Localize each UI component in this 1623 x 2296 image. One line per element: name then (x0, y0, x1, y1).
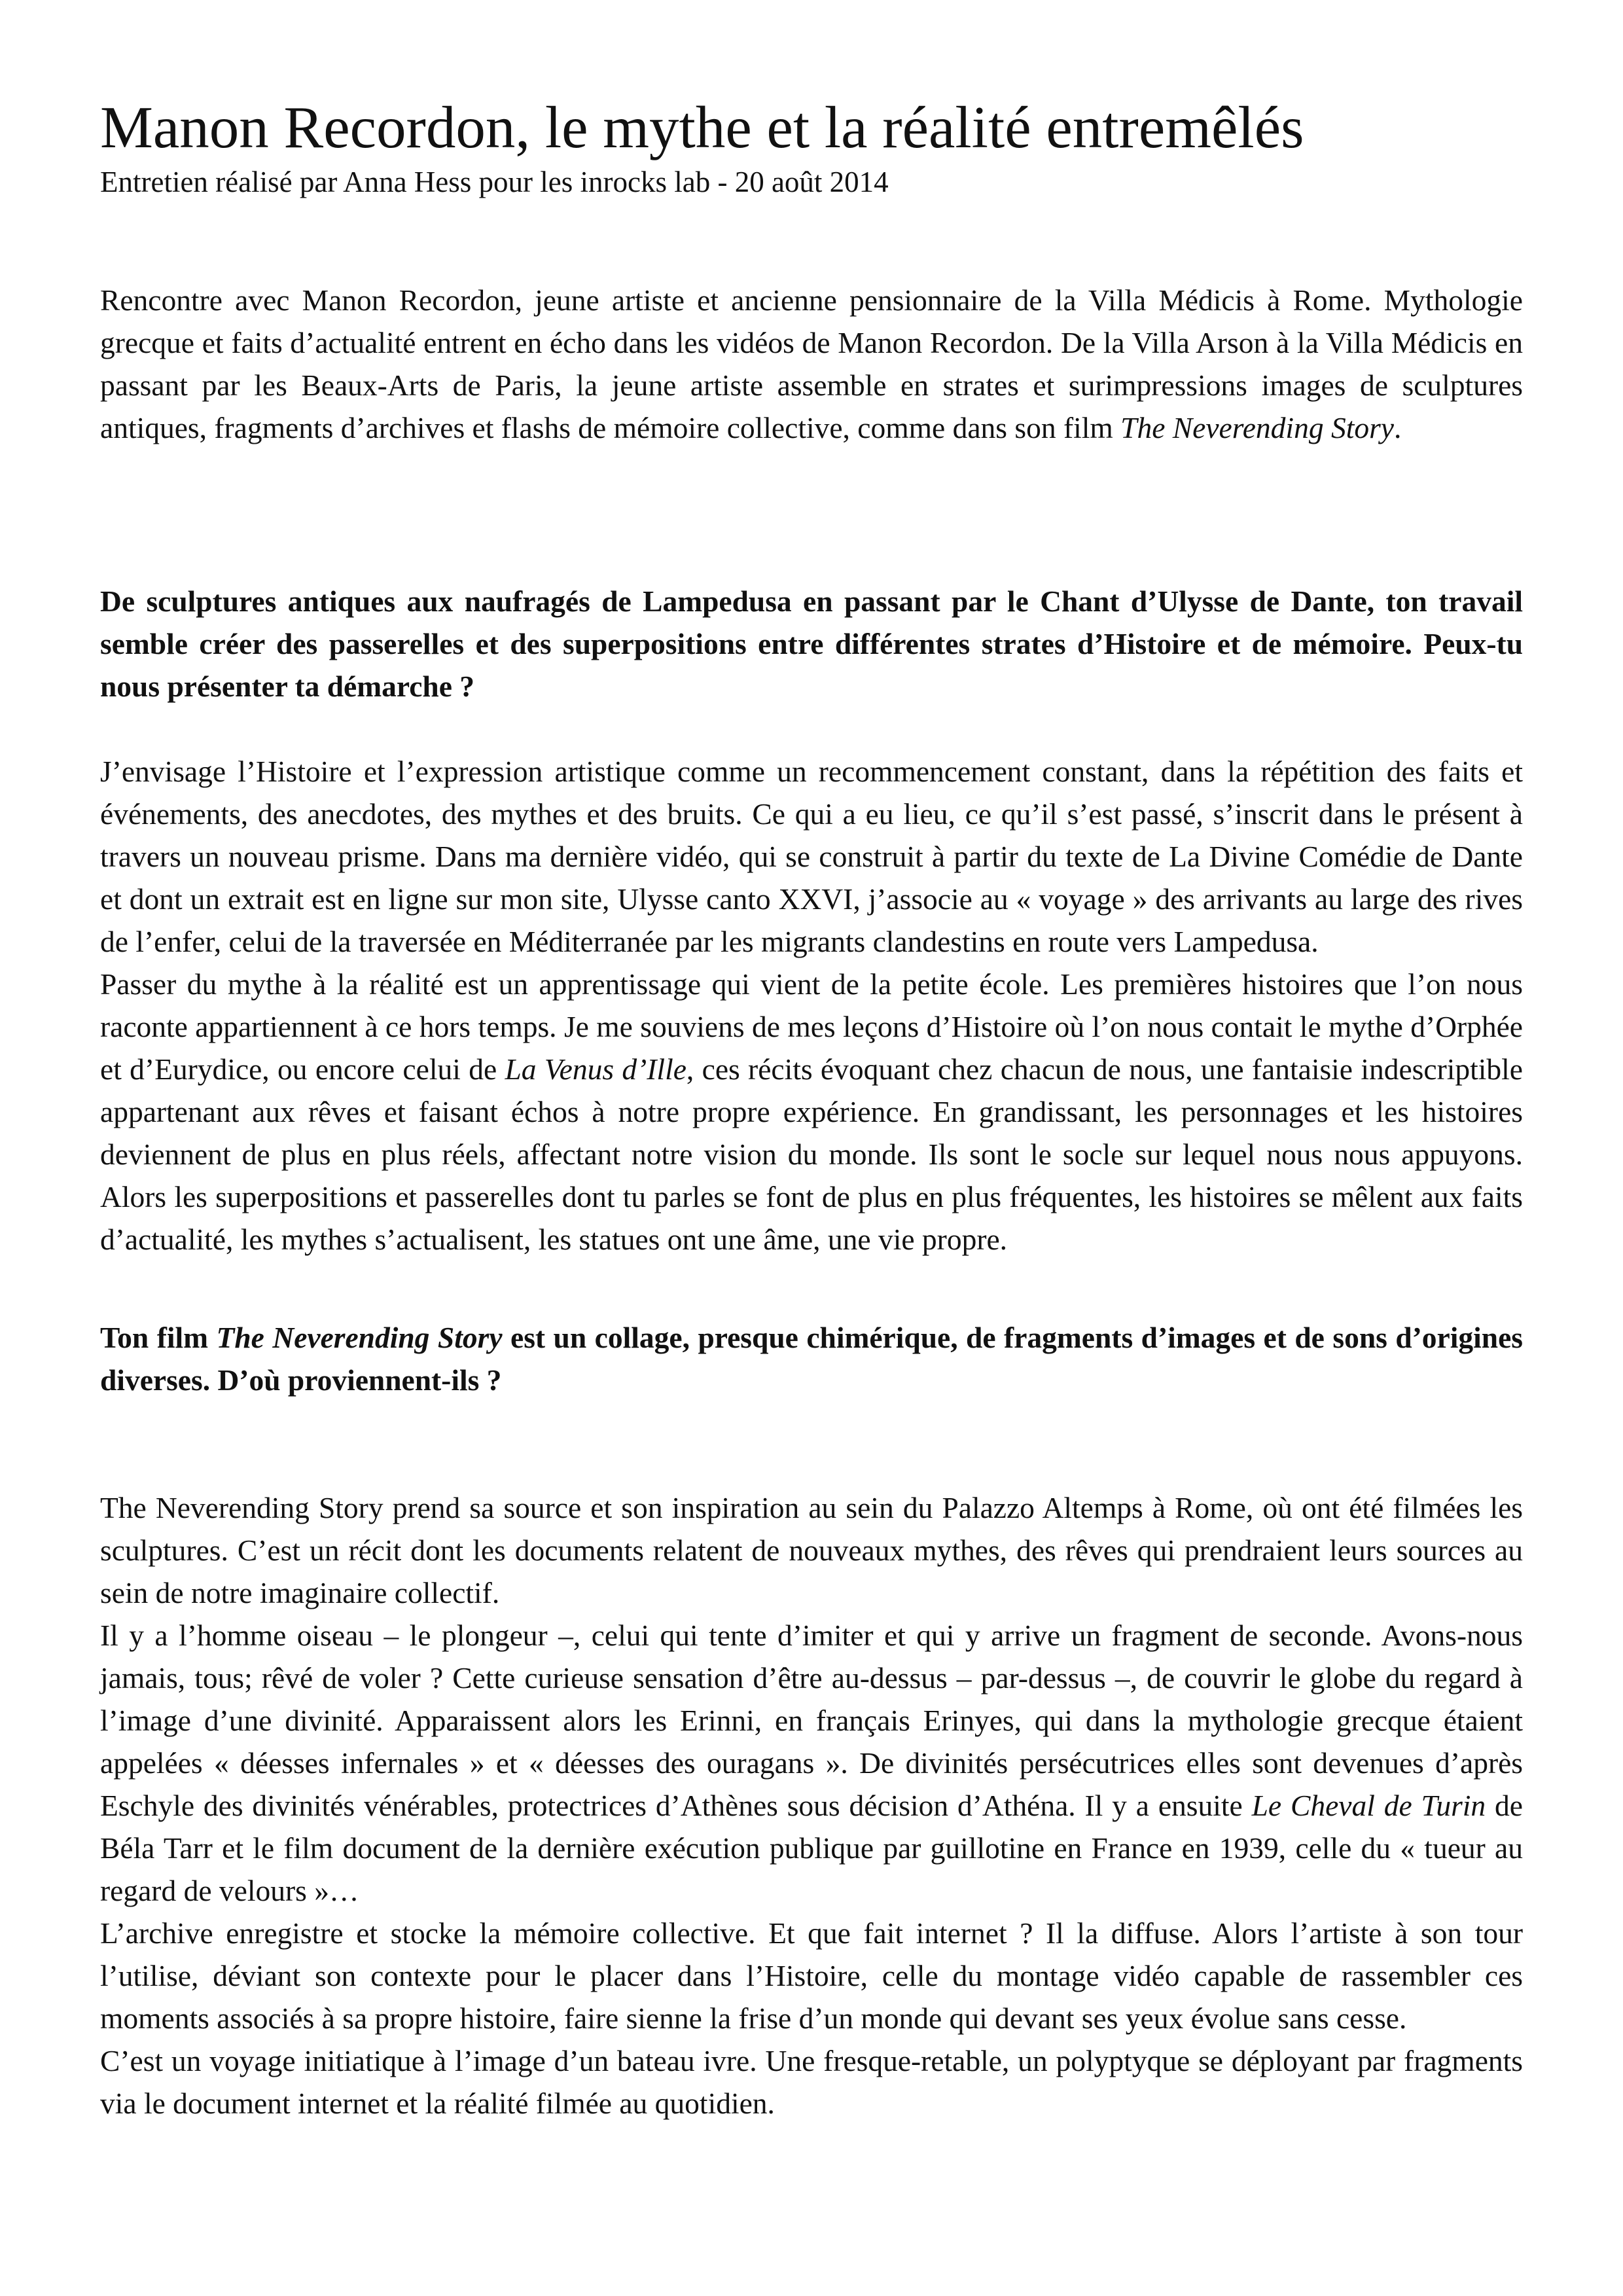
intro-text-part2: . (1394, 411, 1402, 444)
answer-2-paragraph-2 (100, 1614, 1523, 1912)
question-2-text-a: Ton film (100, 1321, 217, 1354)
intro-text-part1: Rencontre avec Manon Recordon, jeune artiste et ancienne pensionnaire de la Villa Médicis à Rome. Mythologie grecque et faits d’actualité entrent en écho dans les vidéos de Manon Recordon. De la Villa Arson à la Villa Médicis en passant par les Beaux-Arts de Paris, la jeune artiste assemble en strates et surimpressions images de sculptures antiques, fragments d’archives et flashs de mémoire collective, comme dans son film (100, 283, 1523, 444)
question-2 (100, 1316, 1523, 1401)
answer-2-p2-text-b: de Béla Tarr et le film document de la dernière exécution publique par guillotine en France en 1939, celle du « tueur au regard de velours »… (100, 1789, 1523, 1907)
answer-2-paragraph-3: L’archive enregistre et stocke la mémoire collective. Et que fait internet ? Il la diffuse. Alors l’artiste à son tour l’utilise, déviant son contexte pour le placer dans l’Histoire, celle du montage vidéo capable de rassembler ces moments associés à sa propre histoire, faire sienne la frise d’un monde qui devant ses yeux évolue sans cesse. (100, 1916, 1523, 2035)
article-title: Manon Recordon, le mythe et la réalité entremêlés (100, 94, 1304, 160)
answer-2-paragraph-4: C’est un voyage initiatique à l’image d’un bateau ivre. Une fresque-retable, un polyptyque se déployant par fragments via le document internet et la réalité filmée au quotidien. (100, 2044, 1523, 2120)
question-2-text-b: est un collage, presque chimérique, de fragments d’images et de sons d’origines diverses. D’où proviennent-ils ? (100, 1321, 1523, 1397)
answer-1-paragraph-2 (100, 963, 1523, 1261)
answer-2-p2-title: Le Cheval de Turin (1251, 1789, 1486, 1822)
answer-1-p2-text-a: Passer du mythe à la réalité est un apprentissage qui vient de la petite école. Les premières histoires que l’on nous raconte appartiennent à ce hors temps. Je me souviens de mes leçons d’Histoire où l’on nous contait le mythe d’Orphée et d’Eurydice, ou encore celui de (100, 967, 1523, 1086)
intro-paragraph (100, 279, 1523, 449)
answer-1-p2-text-b: , ces récits évoquant chez chacun de nous, une fantaisie indescriptible appartenant aux rêves et faisant échos à notre propre expérience. En grandissant, les personnages et les histoires deviennent de plus en plus réels, affectant notre vision du monde. Ils sont le socle sur lequel nous nous appuyons. Alors les superpositions et passerelles dont tu parles se font de plus en plus fréquentes, les histoires se mêlent aux faits d’actualité, les mythes s’actualisent, les statues ont une âme, une vie propre. (100, 1052, 1523, 1256)
article (100, 92, 1523, 2125)
answer-2-paragraph-1: The Neverending Story prend sa source et son inspiration au sein du Palazzo Altemps à Rome, où ont été filmées les sculptures. C’est un récit dont les documents relatent de nouveaux mythes, des rêves qui prendraient leurs sources au sein de notre imaginaire collectif. (100, 1491, 1523, 1609)
answer-1-paragraph-1: J’envisage l’Histoire et l’expression artistique comme un recommencement constant, dans la répétition des faits et événements, des anecdotes, des mythes et des bruits. Ce qui a eu lieu, ce qu’il s’est passé, s’inscrit dans le présent à travers un nouveau prisme. Dans ma dernière vidéo, qui se construit à partir du texte de La Divine Comédie de Dante et dont un extrait est en ligne sur mon site, Ulysse canto XXVI, j’associe au « voyage » des arrivants au large des rives de l’enfer, celui de la traversée en Méditerranée par les migrants clandestins en route vers Lampedusa. (100, 755, 1523, 958)
article-subtitle: Entretien réalisé par Anna Hess pour les inrocks lab - 20 août 2014 (100, 166, 889, 198)
answer-2-p2-text-a: Il y a l’homme oiseau – le plongeur –, celui qui tente d’imiter et qui y arrive un fragment de seconde. Avons-nous jamais, tous; rêvé de voler ? Cette curieuse sensation d’être au-dessus – par-dessus –, de couvrir le globe du regard à l’image d’une divinité. Apparaissent alors les Erinni, en français Erinyes, qui dans la mythologie grecque étaient appelées « déesses infernales » et « déesses des ouragans ». De divinités persécutrices elles sont devenues d’après Eschyle des divinités vénérables, protectrices d’Athènes sous décision d’Athéna. Il y a ensuite (100, 1619, 1523, 1822)
question-1: De sculptures antiques aux naufragés de Lampedusa en passant par le Chant d’Ulysse de Dante, ton travail semble créer des passerelles et des superpositions entre différentes strates d’Histoire et de mémoire. Peux-tu nous présenter ta démarche ? (100, 584, 1523, 703)
answer-1-p2-title: La Venus d’Ille (505, 1052, 687, 1086)
intro-film-title: The Neverending Story (1120, 411, 1394, 444)
question-2-film-title: The Neverending Story (216, 1321, 503, 1354)
